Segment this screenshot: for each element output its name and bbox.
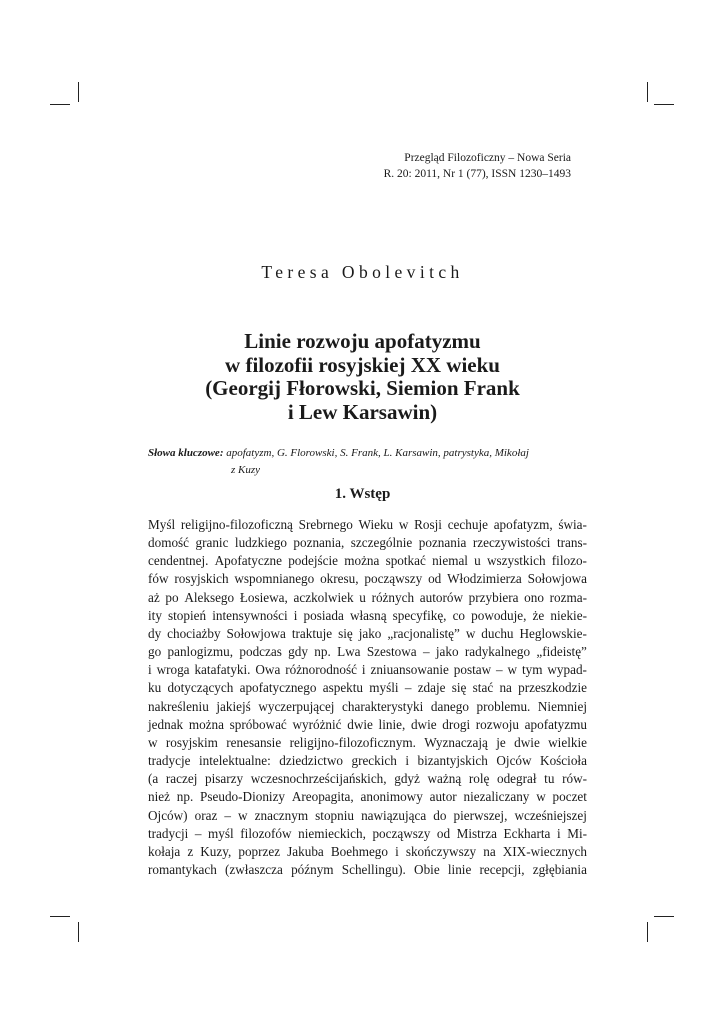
body-line: tradycji – myśl filozofów niemieckich, począwszy od Mistrza Eckharta i Mi- <box>148 825 587 841</box>
crop-mark-top-left-v <box>78 82 79 102</box>
crop-mark-bottom-right-v <box>647 922 648 942</box>
body-line: fów rosyjskich wspomnianego okresu, począwszy od Włodzimierza Sołowjowa <box>148 571 587 587</box>
body-line: domość granic ludzkiego poznania, szczególnie poznania rzeczywistości trans- <box>148 535 587 551</box>
body-line: i wroga katafatyki. Owa różnorodność i zniuansowanie postaw – w tym wypad- <box>148 662 587 678</box>
body-line: romantykach (zwłaszcza późnym Schellingu). Obie linie recepcji, zgłębiania <box>148 861 587 877</box>
keywords-text: apofatyzm, G. Florowski, S. Frank, L. Karsawin, patrystyka, Mikołaj <box>226 447 529 459</box>
body-line: aż po Aleksego Łosiewa, aczkolwiek u różnych autorów przybiera ono rozma- <box>148 589 587 605</box>
section-heading: 1. Wstęp <box>334 486 391 502</box>
keywords-text-continued: z Kuzy <box>231 464 261 476</box>
body-line: (a raczej pisarzy wczesnochrześcijańskich, gdyż ważną rolę odegrał tu rów- <box>148 771 587 787</box>
body-line: jednak można spróbować wyróżnić dwie linie, dwie drogi rozwoju apofatyzmu <box>148 716 587 732</box>
crop-mark-bottom-left-h <box>50 916 70 917</box>
body-line: w rosyjskim renesansie religijno-filozoficznym. Wyznaczają je dwie wielkie <box>148 734 587 750</box>
body-line: nakreśleniu jakiejś wyczerpującej charakterystyki danego problemu. Niemniej <box>148 698 587 714</box>
body-line: Ojców) oraz – w znacznym stopniu nawiązująca do pierwszej, wcześniejszej <box>148 807 587 823</box>
body-line: ity stopień intensywności i posiada własną specyfikę, co powoduje, że niekie- <box>148 607 587 623</box>
crop-mark-top-right-h <box>654 104 674 105</box>
article-title <box>0 330 725 424</box>
title-line: Linie rozwoju apofatyzmu <box>244 329 481 353</box>
body-text <box>148 516 587 879</box>
keywords <box>148 445 588 479</box>
title-line: w filozofii rosyjskiej XX wieku <box>225 352 500 377</box>
body-line: tradycje intelektualne: dziedzictwo greckich i bizantyjskich Ojców Kościoła <box>148 753 587 769</box>
body-line: ku dotyczących apofatycznego aspektu myśli – zdaje się stać na przeszkodzie <box>148 680 587 696</box>
body-line: dy chociażby Sołowjowa traktuje się jako „racjonalistę” w duchu Heglowskie- <box>148 625 587 641</box>
title-line: (Georgij Fłorowski, Siemion Frank <box>205 376 520 400</box>
body-line: go panlogizmu, podczas gdy np. Lwa Szestowa – jako radykalnego „fideistę” <box>148 644 587 660</box>
keywords-label: Słowa kluczowe: <box>148 447 224 459</box>
crop-mark-top-right-v <box>647 82 648 102</box>
body-line: Myśl religijno-filozoficzną Srebrnego Wieku w Rosji cechuje apofatyzm, świa- <box>148 517 587 532</box>
body-line: nież np. Pseudo-Dionizy Areopagita, anonimowy autor niezaliczany w poczet <box>148 789 587 805</box>
crop-mark-bottom-left-v <box>78 922 79 942</box>
journal-name: Przegląd Filozoficzny – Nowa Seria <box>404 152 571 164</box>
title-line: i Lew Karsawin) <box>287 399 438 424</box>
body-line: cendentnej. Apofatyczne podejście można spotkać niemal u wszystkich filozo- <box>148 553 587 569</box>
author-name: Teresa Obolevitch <box>261 262 464 282</box>
body-line: kołaja z Kuzy, poprzez Jakuba Boehmego i skończywszy na XIX-wiecznych <box>148 843 587 859</box>
journal-issue: R. 20: 2011, Nr 1 (77), ISSN 1230–1493 <box>383 168 571 180</box>
crop-mark-bottom-right-h <box>654 916 674 917</box>
crop-mark-top-left-h <box>50 104 70 105</box>
journal-header <box>384 150 571 182</box>
